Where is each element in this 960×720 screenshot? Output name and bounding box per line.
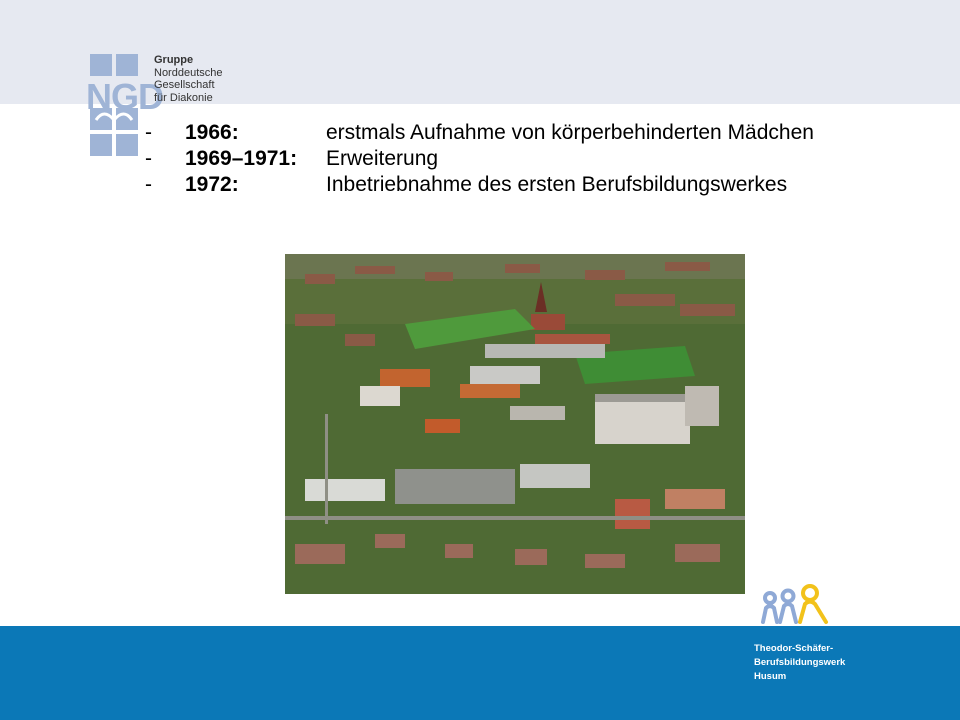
history-text: Inbetriebnahme des ersten Berufsbildungswerkes xyxy=(326,173,788,196)
history-text: Erweiterung xyxy=(326,147,439,170)
organization-name xyxy=(754,642,845,684)
logo-line-diakonie: für Diakonie xyxy=(154,91,213,104)
org-line: Theodor-Schäfer- xyxy=(754,643,834,654)
org-line: Husum xyxy=(754,671,787,682)
logo-line-gruppe: Gruppe xyxy=(154,54,194,66)
history-list xyxy=(145,122,886,200)
aerial-campus-photo xyxy=(285,254,745,594)
logo-text xyxy=(154,54,223,104)
people-logo-icon xyxy=(758,584,833,626)
history-item xyxy=(145,174,886,195)
history-year: 1966: xyxy=(185,121,239,144)
bullet-dash: - xyxy=(145,121,152,144)
bullet-dash: - xyxy=(145,147,152,170)
org-line: Berufsbildungswerk xyxy=(754,657,846,668)
logo-line-norddeutsche: Norddeutsche xyxy=(154,66,223,79)
history-text: erstmals Aufnahme von körperbehinderten Mädchen xyxy=(326,121,814,144)
logo-abbreviation: NGD xyxy=(86,76,163,117)
history-item xyxy=(145,122,886,143)
bullet-dash: - xyxy=(145,173,152,196)
history-item xyxy=(145,148,886,169)
history-year: 1972: xyxy=(185,173,239,196)
history-year: 1969–1971: xyxy=(185,147,298,170)
logo-line-gesellschaft: Gesellschaft xyxy=(154,79,215,91)
